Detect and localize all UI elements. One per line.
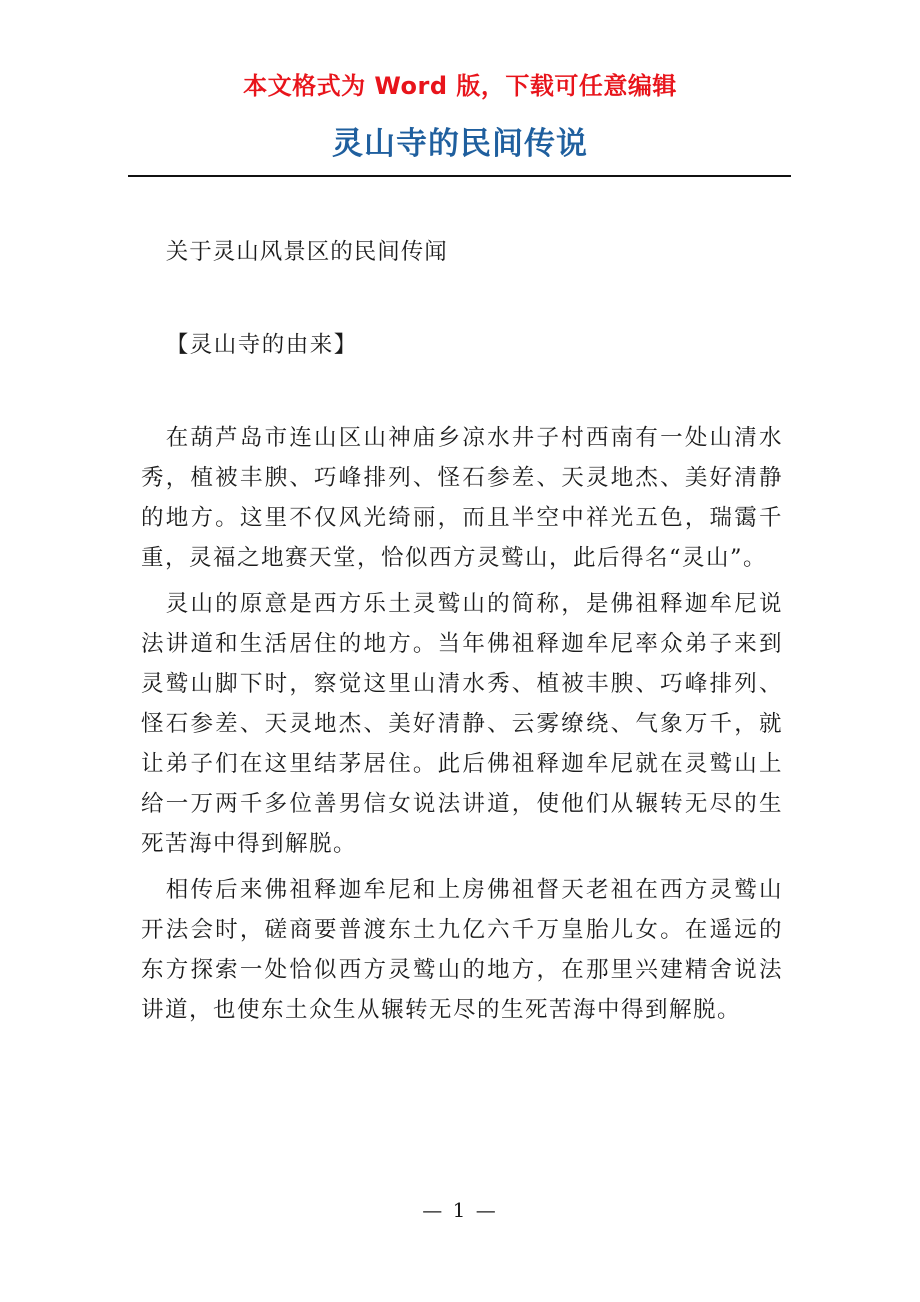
document-body	[141, 232, 783, 1036]
paragraph-1: 在葫芦岛市连山区山神庙乡凉水井子村西南有一处山清水秀，植被丰腴、巧峰排列、怪石参差、天灵地杰、美好清静的地方。这里不仅风光绮丽，而且半空中祥光五色，瑞霭千重，灵福之地赛天堂，恰似西方灵鹫山，此后得名“灵山”。	[141, 425, 783, 571]
document-title: 灵山寺的民间传说	[332, 126, 588, 162]
section-heading: 【灵山寺的由来】	[165, 332, 358, 358]
paragraph-2: 灵山的原意是西方乐土灵鹫山的简称，是佛祖释迦牟尼说法讲道和生活居住的地方。当年佛祖释迦牟尼率众弟子来到灵鹫山脚下时，察觉这里山清水秀、植被丰腴、巧峰排列、怪石参差、天灵地杰、美好清静、云雾缭绕、气象万千，就让弟子们在这里结茅居住。此后佛祖释迦牟尼就在灵鹫山上给一万两千多位善男信女说法讲道，使他们从辗转无尽的生死苦海中得到解脱。	[141, 591, 783, 857]
format-notice: 本文格式为 Word 版，下载可任意编辑	[243, 72, 677, 100]
page-number: — 1 —	[422, 1198, 498, 1222]
title-divider	[128, 175, 791, 177]
paragraph-3: 相传后来佛祖释迦牟尼和上房佛祖督天老祖在西方灵鹫山开法会时，磋商要普渡东土九亿六千万皇胎儿女。在遥远的东方探索一处恰似西方灵鹫山的地方，在那里兴建精舍说法讲道，也使东土众生从辗转无尽的生死苦海中得到解脱。	[141, 877, 783, 1023]
intro-line: 关于灵山风景区的民间传闻	[165, 239, 448, 265]
